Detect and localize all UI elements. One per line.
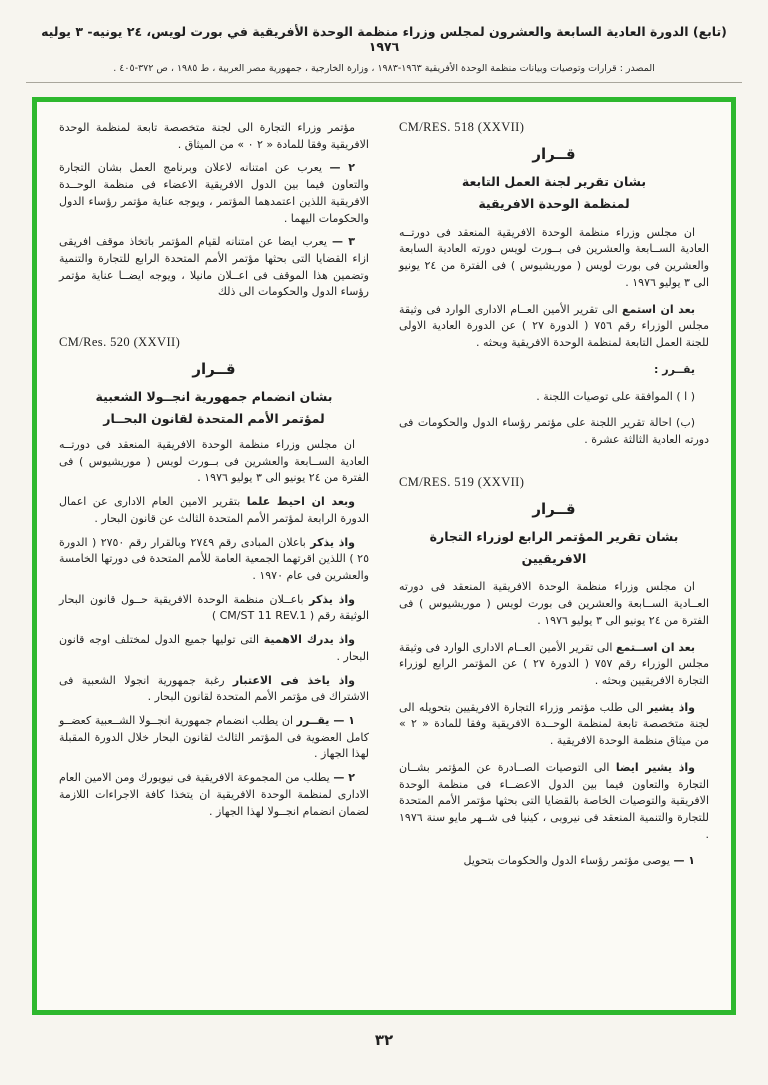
source-line: المصدر : قرارات وتوصيات وبيانات منظمة الوحدة الأفريقية ١٩٦٣-١٩٨٣ ، وزارة الخارجية ، جمهورية مصر العربية ، ط ١٩٨٥ ، ص ٣٧٢-٤٠٥ .	[113, 63, 655, 74]
paragraph-lead: بعد ان اســتمع	[615, 640, 696, 654]
paragraph-text: (ب) احالة تقرير اللجنة على مؤتمر رؤساء الدول والحكومات فى دورته العادية الثالثة عشرة .	[399, 416, 709, 446]
paragraph	[399, 853, 709, 870]
paragraph-text: باعلان المبادى رقم ٢٧٤٩ وبالقرار رقم ٢٧٥٠ ( الدورة ٢٥ ) اللذين اقرتهما الجمعية العامة للأمم المتحدة فى دورتها الخامسة والعشرين فى عام ١٩٧٠ .	[59, 535, 369, 582]
two-column-layout	[59, 118, 709, 996]
paragraph-text: باعــلان منظمة الوحدة الافريقية حــول قانون البحار الوثيقة رقم ( CM/ST 11 REV.1 )	[59, 592, 369, 623]
paragraph-lead: ٢ —	[333, 771, 355, 785]
paragraph	[59, 713, 369, 763]
paragraph-text: الى تقرير الأمين العــام الادارى الوارد فى وثيقة مجلس الوزراء رقم ٧٥٧ ( الدورة ٢٧ ) عن المؤتمر الرابع لوزراء التجارة الافريقيين وبحثه .	[399, 640, 709, 687]
page-footer	[0, 1031, 768, 1049]
paragraph-text: الى طلب مؤتمر وزراء التجارة الافريقيين بتحويله الى لجنة متخصصة تابعة لمنظمة الوحــدة الافريقية وفقا للمادة « ٢ » من ميثاق منظمة الوحدة الافريقية .	[399, 700, 709, 748]
paragraph	[399, 760, 709, 844]
paragraph-lead: واذ يشير	[647, 700, 695, 714]
paragraph-text: ان مجلس وزراء منظمة الوحدة الافريقية المنعقد فى دورتــه العادية الســابعة والعشرين فى بــورت لويس ( موريشيوس ) فى الفترة من ٢٤ يونيو الى ٣ يوليو ١٩٧٦ .	[59, 437, 369, 485]
paragraph-text: يوصى مؤتمر رؤساء الدول والحكومات بتحويل	[463, 854, 670, 868]
paragraph-lead: بعد ان استمع	[621, 302, 695, 316]
paragraph	[399, 302, 709, 352]
paragraph	[59, 494, 369, 527]
paragraph	[399, 579, 709, 629]
paragraph	[399, 389, 709, 406]
column-right	[399, 118, 709, 996]
paragraph-text: ان مجلس وزراء منظمة الوحدة الافريقية المنعقد فى دورته العــادية الســابعة والعشرين فى بورت لويس ( موريشيوس ) فى الفترة من ٢٤ يونيو الى ٣ يوليو ١٩٧٦ .	[399, 580, 709, 627]
paragraph-text: التى توليها جميع الدول لمختلف اوجه قانون البحار .	[59, 633, 369, 663]
resolution-number-520: CM/Res. 520 (XXVII)	[59, 335, 181, 350]
subject-line: بشان تقرير لجنة العمل التابعة	[461, 174, 647, 189]
resolution-subject-518	[399, 171, 709, 215]
paragraph-lead: واذ يشير ايضا	[615, 760, 695, 774]
column-left	[59, 118, 369, 996]
paragraph	[59, 770, 369, 820]
paragraph-text: ( ا ) الموافقة على توصيات اللجنة .	[536, 389, 695, 403]
paragraph	[59, 673, 369, 706]
paragraph	[59, 120, 369, 153]
paragraph-lead: وبعد ان احيط علما	[246, 495, 356, 509]
resolution-subject-520	[59, 386, 369, 430]
paragraph-text: يعرب عن امتنانه لاعلان وبرنامج العمل بشان التجارة والتعاون فيما بين الدول الافريقية الاعضاء فى منظمة الوحــدة الافريقية اللذين اعتمدهما المؤتمر ، ويوجه عناية مؤتمر رؤساء الدول والحكومات اليهما .	[59, 161, 369, 225]
paragraph-text: بتقرير الامين العام الادارى عن اعمال الدورة الرابعة لمؤتمر الأمم المتحدة الثالث عن قانون البحار .	[59, 495, 369, 525]
resolution-subject-519	[399, 526, 709, 570]
paragraph-text: ان مجلس وزراء منظمة الوحدة الافريقية المنعقد فى دورتــه العادية الســابعة والعشرين فى بــورت لويس دورته العادية السابعة والعشرين فى بورت لويس ( موريشيوس ) فى الفترة من ٢٤ يونيو الى ٣ يوليو ١٩٧٦ .	[399, 225, 710, 289]
paragraph-lead: واذ يذكر	[309, 592, 355, 606]
resolution-number-518: CM/RES. 518 (XXVII)	[399, 120, 525, 134]
resolution-title-518: قــرار	[532, 145, 576, 163]
paragraph	[59, 234, 369, 301]
header-divider	[26, 82, 742, 83]
resolution-title-519: قــرار	[532, 499, 576, 518]
paragraph-lead: ٢ —	[329, 161, 355, 175]
paragraph	[59, 632, 369, 665]
paragraph	[59, 160, 369, 227]
subject-line: بشان تقرير المؤتمر الرابع لوزراء التجارة الافريقيين	[429, 528, 679, 566]
paragraph	[399, 225, 709, 292]
paragraph-lead: ١ —	[673, 854, 695, 868]
resolution-title-520: قــرار	[192, 360, 236, 379]
paragraph	[399, 415, 709, 448]
page-number: ٣٢	[374, 1031, 394, 1049]
paragraph-lead: ١ — يقــرر	[296, 714, 356, 727]
resolution-number-519: CM/RES. 519 (XXVII)	[399, 474, 525, 489]
paragraph	[399, 700, 709, 750]
paragraph-text: الى تقرير الأمين العــام الادارى الوارد فى وثيقة مجلس الوزراء رقم ٧٥٦ ( الدورة ٢٧ ) عن الدورة العادية الاولى للجنة العمل التابعة لمنظمة الوحدة الافريقية وبحثه .	[399, 302, 709, 350]
subject-line: بشان انضمام جمهورية انجــولا الشعبية	[95, 389, 333, 405]
paragraph	[59, 592, 369, 625]
green-frame	[32, 97, 736, 1015]
paragraph-lead: واذ يدرك الاهمية	[263, 633, 356, 647]
paragraph-lead: ٣ —	[331, 235, 355, 249]
paragraph	[399, 640, 709, 690]
session-title: (تابع) الدورة العادية السابعة والعشرون لمجلس وزراء منظمة الوحدة الأفريقية في بورت لويس، ٢٤ يونيه- ٣ يوليه ١٩٧٦	[41, 24, 727, 54]
paragraph-text: الى التوصيات الصــادرة عن المؤتمر بشــان التجارة والتعاون فيما بين الدول الاعضــاء فى منظمة الوحدة الافريقية والتوصيات الخاصة بالقضايا التى بحثها مؤتمر الأمم المتحدة للتجارة والتنمية المنعقد فى نيروبى ، كينيا فى شــهر مايو سنة ١٩٧٦ .	[399, 760, 709, 841]
page-header	[0, 24, 768, 83]
paragraph-text: يعرب ايضا عن امتنانه لقيام المؤتمر باتخاذ موقف افريقى ازاء القضايا التى بحثها مؤتمر الأمم المتحدة الرابع للتجارة والتنمية وتضمين هذا الموقف فى اعــلان مانيلا ، ويوجه ايضــا عناية مؤتمر رؤساء الدول والحكومات الى ذلك	[59, 235, 369, 299]
paragraph	[399, 362, 709, 379]
paragraph-text: ان يطلب انضمام جمهورية انجــولا الشــعبية كعضــو كامل العضوية فى المؤتمر الثالث لقانون البحار خلال الدورة المقبلة لهذا الجهاز .	[59, 714, 369, 761]
paragraph	[59, 535, 369, 585]
paragraph-lead: واذ يذكر	[310, 535, 356, 549]
paragraph-text: رغبة جمهورية انجولا الشعبية فى الاشتراك فى مؤتمر الأمم المتحدة لقانون البحار .	[59, 673, 369, 704]
paragraph-lead: يقــرر :	[654, 362, 695, 376]
paragraph-text: مؤتمر وزراء التجارة الى لجنة متخصصة تابعة لمنظمة الوحدة الافريقية وفقا للمادة « ٢ ٠ » من الميثاق .	[59, 121, 369, 151]
paragraph-text: يطلب من المجموعة الافريقية فى نيويورك ومن الامين العام الادارى لمنظمة الوحدة الافريقية ان يتخذا كافة الاجراءات اللازمة لضمان انضمام انجــولا لهذا الجهاز .	[59, 771, 369, 818]
paragraph	[59, 437, 369, 487]
paragraph-lead: واذ ياخذ فى الاعتبار	[232, 673, 355, 687]
subject-line: لمنظمة الوحدة الافريقية	[478, 195, 630, 211]
subject-line: لمؤتمر الأمم المتحدة لقانون البحــار	[103, 411, 325, 427]
